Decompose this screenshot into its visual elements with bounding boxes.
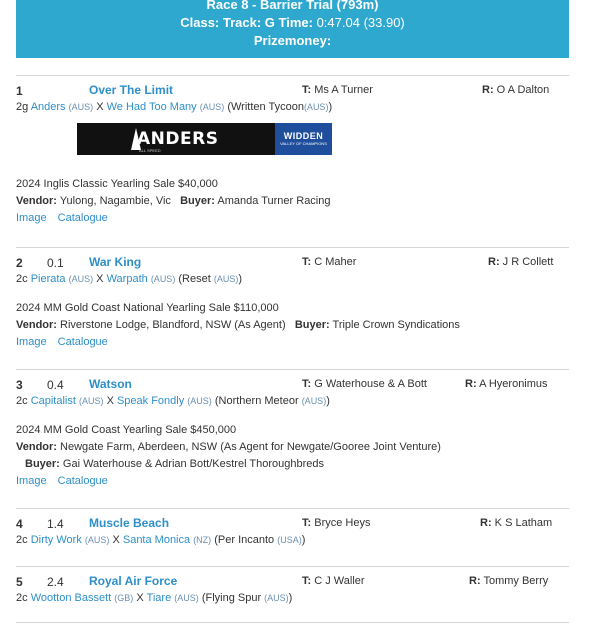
- runner-entry: [16, 369, 569, 507]
- buyer-info: Buyer: Gai Waterhouse & Adrian Bott/Kestrel Thoroughbreds: [25, 458, 324, 470]
- image-link[interactable]: Image: [16, 212, 47, 224]
- horse-name-link[interactable]: Muscle Beach: [89, 516, 170, 530]
- race-class-track-time: Class: Track: G Time: 0:47.04 (33.90): [180, 15, 405, 30]
- race-prizemoney: Prizemoney:: [253, 33, 332, 48]
- sire-advert-banner[interactable]: ANDERS ALL SPEED WIDDEN VALLEY OF CHAMPIONS: [77, 123, 332, 155]
- vendor-info: Vendor: Newgate Farm, Aberdeen, NSW (As Agent for Newgate/Gooree Joint Venture): [16, 441, 441, 453]
- dam-link[interactable]: We Had Too Many: [106, 101, 197, 113]
- catalogue-link[interactable]: Catalogue: [57, 336, 108, 348]
- pedigree: 2c Capitalist (AUS) X Speak Fondly (AUS) (Northern Meteor (AUS)): [16, 395, 330, 407]
- trainer: T: Ms A Turner: [302, 84, 373, 96]
- runner-margin: 0.1: [47, 256, 64, 270]
- trainer: T: C J Waller: [302, 575, 365, 587]
- runner-number: 5: [16, 575, 23, 589]
- dam-link[interactable]: Santa Monica: [122, 534, 191, 546]
- runner-number: 3: [16, 378, 23, 392]
- banner-brand: ANDERS: [137, 129, 219, 149]
- runner-entry: [16, 247, 569, 366]
- sire-link[interactable]: Capitalist: [30, 395, 76, 407]
- rider: R: Tommy Berry: [469, 575, 549, 587]
- stud-logo: WIDDEN VALLEY OF CHAMPIONS: [275, 123, 332, 155]
- entry-links: [16, 334, 569, 351]
- trainer: T: C Maher: [302, 256, 357, 268]
- rider: R: J R Collett: [488, 256, 554, 268]
- race-title: Race 8 - Barrier Trial (793m): [206, 0, 379, 12]
- pedigree: 2c Pierata (AUS) X Warpath (AUS) (Reset (AUS)): [16, 273, 243, 285]
- runner-number: 1: [16, 84, 23, 98]
- horse-name-link[interactable]: Royal Air Force: [89, 574, 178, 588]
- entry-links: [16, 473, 569, 490]
- image-link[interactable]: Image: [16, 475, 47, 487]
- runner-margin: 2.4: [47, 575, 64, 589]
- horse-name-link[interactable]: War King: [89, 255, 142, 269]
- image-link[interactable]: Image: [16, 336, 47, 348]
- vendor-buyer: Vendor: Riverstone Lodge, Blandford, NSW (As Agent) Buyer: Triple Crown Syndications: [16, 319, 460, 331]
- horse-name-link[interactable]: Over The Limit: [89, 83, 174, 97]
- dam-link[interactable]: Warpath: [106, 273, 148, 285]
- sale-info: 2024 MM Gold Coast Yearling Sale $450,000: [16, 424, 237, 436]
- sale-info: 2024 MM Gold Coast National Yearling Sale $110,000: [16, 302, 279, 314]
- sire-link[interactable]: Pierata: [30, 273, 66, 285]
- trainer: T: Bryce Heys: [302, 517, 371, 529]
- sale-info: 2024 Inglis Classic Yearling Sale $40,000: [16, 178, 218, 190]
- runner-margin: 1.4: [47, 517, 64, 531]
- horse-name-link[interactable]: Watson: [89, 377, 132, 391]
- sire-link[interactable]: Wootton Bassett: [30, 592, 112, 604]
- runner-entry: [16, 75, 569, 248]
- sire-link[interactable]: Dirty Work: [30, 534, 82, 546]
- sire-link[interactable]: Anders: [30, 101, 66, 113]
- catalogue-link[interactable]: Catalogue: [57, 475, 108, 487]
- vendor-buyer: Vendor: Yulong, Nagambie, Vic Buyer: Amanda Turner Racing: [16, 195, 331, 207]
- runner-number: 4: [16, 517, 23, 531]
- pedigree: 2c Wootton Bassett (GB) X Tiare (AUS) (Flying Spur (AUS)): [16, 592, 293, 604]
- dam-link[interactable]: Speak Fondly: [116, 395, 185, 407]
- dam-link[interactable]: Tiare: [146, 592, 172, 604]
- entry-links: [16, 210, 569, 227]
- runner-entry: [16, 566, 569, 623]
- rider: R: O A Dalton: [482, 84, 550, 96]
- race-header: [16, 0, 569, 58]
- runner-margin: 0.4: [47, 378, 64, 392]
- runner-number: 2: [16, 256, 23, 270]
- rider: R: A Hyeronimus: [465, 378, 548, 390]
- pedigree: 2g Anders (AUS) X We Had Too Many (AUS) (Written Tycoon(AUS)): [16, 101, 333, 113]
- catalogue-link[interactable]: Catalogue: [57, 212, 108, 224]
- trainer: T: G Waterhouse & A Bott: [302, 378, 427, 390]
- runner-entry: [16, 508, 569, 564]
- rider: R: K S Latham: [480, 517, 553, 529]
- pedigree: 2c Dirty Work (AUS) X Santa Monica (NZ) (Per Incanto (USA)): [16, 534, 306, 546]
